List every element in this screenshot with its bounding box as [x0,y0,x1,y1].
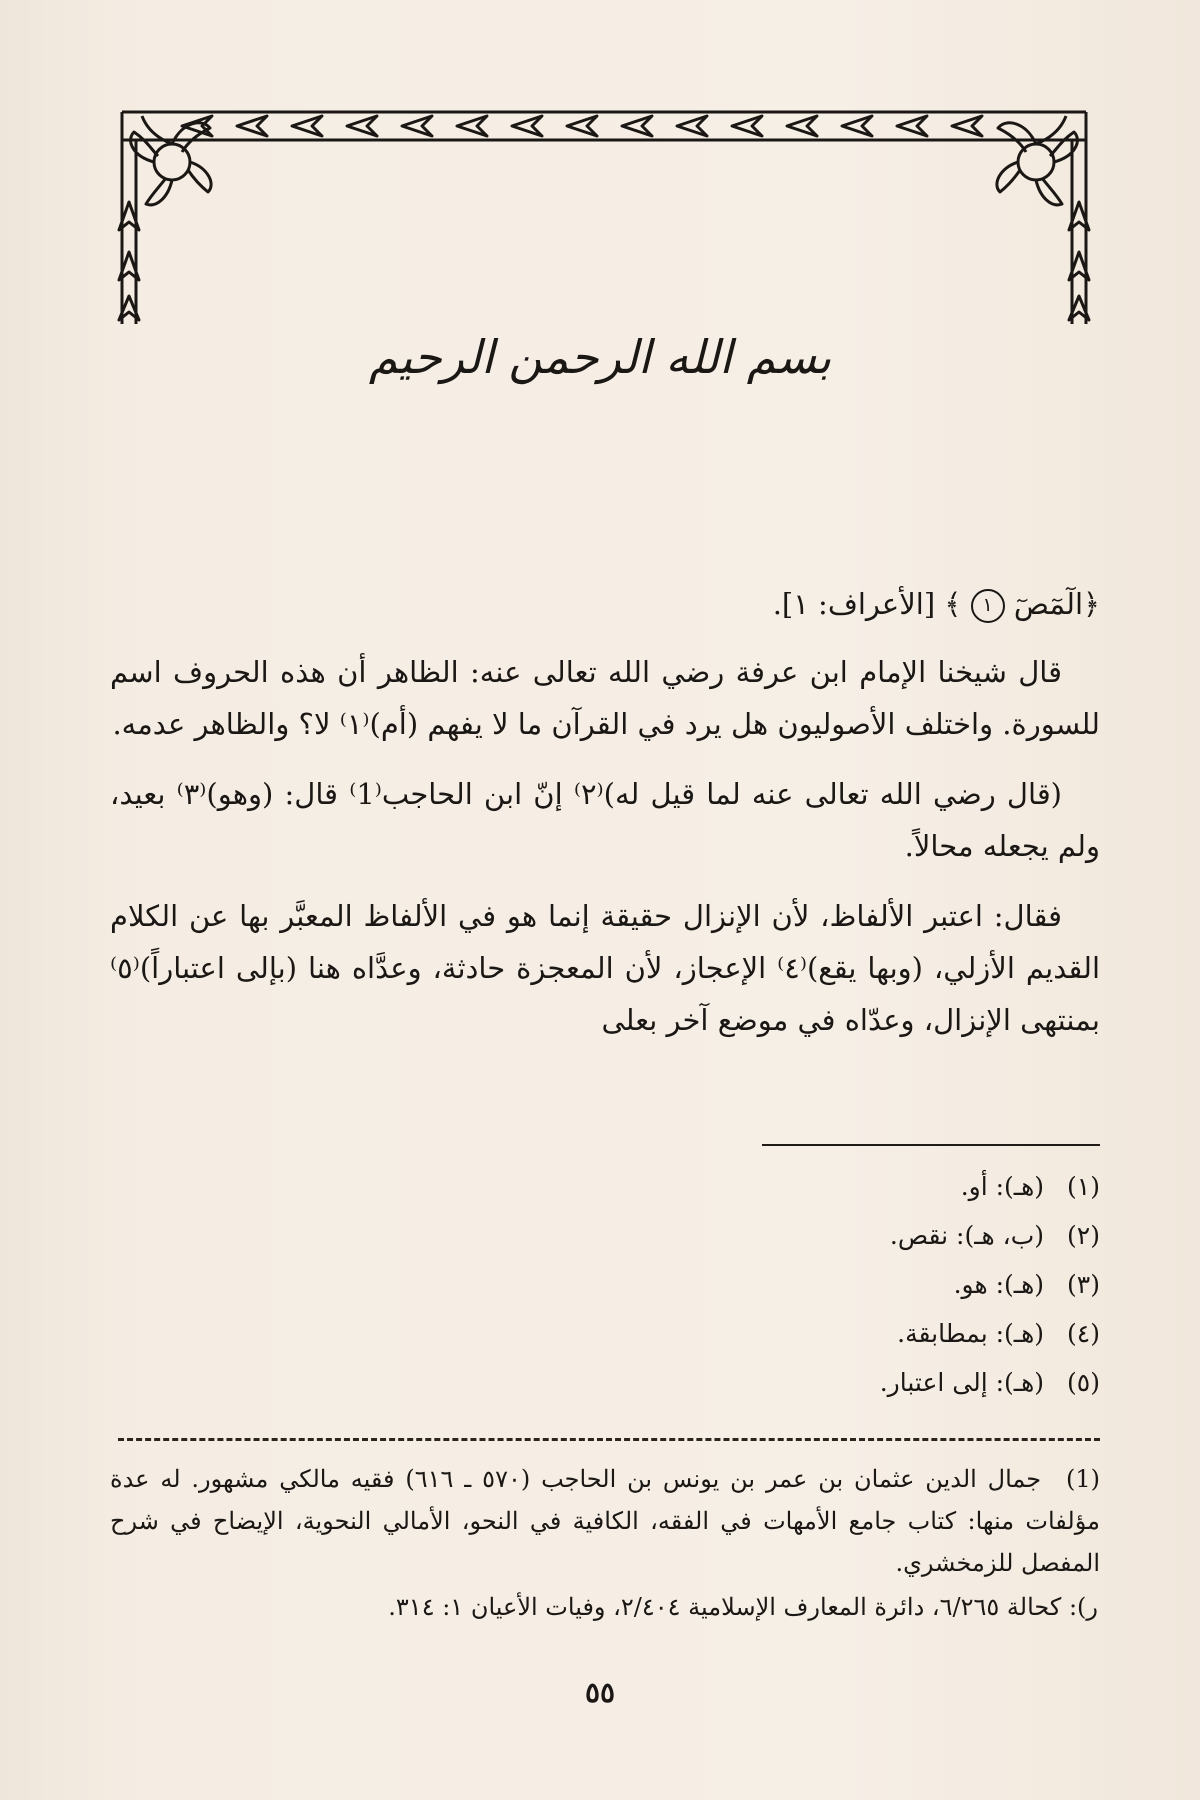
bio-separator [118,1438,1100,1441]
footnote-number: (١) [1067,1172,1100,1201]
footnote-text: (ب، هـ): نقص. [889,1221,1045,1250]
page-number: ٥٥ [584,1676,616,1709]
footnote-item [110,1211,1100,1260]
main-text [110,578,1100,1064]
footnotes [110,1162,1100,1407]
footnote-text: (هـ): إلى اعتبار. [879,1368,1045,1397]
footnote-number: (٢) [1067,1221,1100,1250]
paragraph-2: (قال رضي الله تعالى عنه لما قيل له)⁽٢⁾ إنّ ابن الحاجب⁽1⁾ قال: (وهو)⁽٣⁾ بعيد، ولم يجعله محالاً. [110,777,1100,863]
biography-text: جمال الدين عثمان بن عمر بن يونس بن الحاجب (٥٧٠ ـ ٦١٦) فقيه مالكي مشهور. له عدة مؤلفات منها: كتاب جامع الأمهات في الفقه، الكافية في النحو، الأمالي النحوية، الإيضاح في شرح المفصل للزمخشري. [110,1465,1100,1577]
footnote-number: (٣) [1067,1270,1100,1299]
footnote-item [110,1162,1100,1211]
biography-number: (1) [1065,1465,1100,1493]
biography-text-line [110,1458,1100,1584]
footnote-text: (هـ): أو. [960,1172,1045,1201]
footnote-text: (هـ): هو. [953,1270,1045,1299]
verse-number-badge: ١ [971,589,1005,623]
verse-text: ﴿الٓمٓصٓ [1013,587,1100,621]
footnote-text: (هـ): بمطابقة. [897,1319,1045,1348]
footnote-separator [762,1144,1100,1146]
footnote-item [110,1260,1100,1309]
biography-note [110,1458,1100,1628]
decorative-border-icon [112,92,1096,332]
paragraph-1: قال شيخنا الإمام ابن عرفة رضي الله تعالى عنه: الظاهر أن هذه الحروف اسم للسورة. واختلف الأصوليون هل يرد في القرآن ما لا يفهم (أم)⁽١⁾ لا؟ والظاهر عدمه. [110,655,1100,741]
footnote-item [110,1358,1100,1407]
verse-line [110,578,1100,630]
paragraph-3: فقال: اعتبر الألفاظ، لأن الإنزال حقيقة إنما هو في الألفاظ المعبَّر بها عن الكلام القديم الأزلي، (وبها يقع)⁽٤⁾ الإعجاز، لأن المعجزة حادثة، وعدَّاه هنا (بإلى اعتباراً)⁽٥⁾ بمنتهى الإنزال، وعدّاه في موضع آخر بعلى [110,899,1100,1037]
biography-references: ر): كحالة ٦/٢٦٥، دائرة المعارف الإسلامية ٢/٤٠٤، وفيات الأعيان ١: ٣١٤. [388,1593,1098,1621]
basmala-heading: بسم الله الرحمن الرحيم [368,330,832,384]
footnote-number: (٤) [1067,1319,1100,1348]
footnote-item [110,1309,1100,1358]
verse-reference: ﴾ [الأعراف: ١]. [772,587,962,621]
footnote-number: (٥) [1067,1368,1100,1397]
